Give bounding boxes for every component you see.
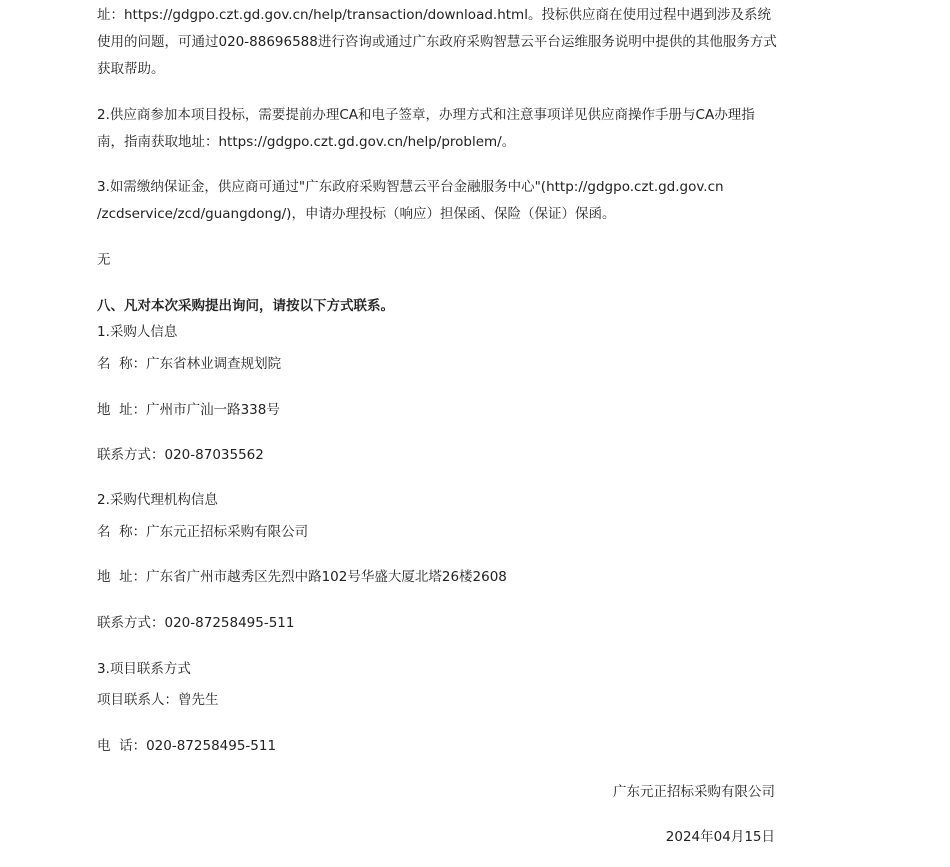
project-contact-title: 3.项目联系方式 (97, 661, 191, 677)
purchaser-address: 地 址：广州市广汕一路338号 (97, 402, 280, 418)
paragraph-1-line-3: 获取帮助。 (97, 61, 165, 77)
paragraph-2-line-1: 2.供应商参加本项目投标，需要提前办理CA和电子签章，办理方式和注意事项详见供应商操作手册与CA办理指 (97, 107, 755, 123)
paragraph-1-line-1: 址：https://gdgpo.czt.gd.gov.cn/help/transaction/download.html。投标供应商在使用过程中遇到涉及系统 (97, 7, 771, 23)
signature-date: 2024年04月15日 (665, 829, 775, 845)
paragraph-3-line-2: /zcdservice/zcd/guangdong/)，申请办理投标（响应）担保函、保险（保证）保函。 (97, 206, 616, 222)
purchaser-name: 名 称：广东省林业调查规划院 (97, 356, 282, 372)
paragraph-3-line-1: 3.如需缴纳保证金，供应商可通过"广东政府采购智慧云平台金融服务中心"(http://gdgpo.czt.gd.gov.cn (97, 179, 724, 195)
agency-address: 地 址：广东省广州市越秀区先烈中路102号华盛大厦北塔26楼2608 (97, 569, 507, 585)
agency-name: 名 称：广东元正招标采购有限公司 (97, 524, 309, 540)
agency-contact: 联系方式：020-87258495-511 (97, 615, 295, 631)
section-8-heading: 八、凡对本次采购提出询问，请按以下方式联系。 (97, 298, 394, 314)
purchaser-info-title: 1.采购人信息 (97, 324, 178, 340)
signature-org: 广东元正招标采购有限公司 (613, 784, 775, 800)
paragraph-1-line-2: 使用的问题，可通过020-88696588进行咨询或通过广东政府采购智慧云平台运维服务说明中提供的其他服务方式 (97, 34, 777, 50)
project-contact-phone: 电 话：020-87258495-511 (97, 738, 277, 754)
paragraph-2-line-2: 南，指南获取地址：https://gdgpo.czt.gd.gov.cn/help/problem/。 (97, 134, 516, 150)
agency-info-title: 2.采购代理机构信息 (97, 492, 218, 508)
purchaser-contact: 联系方式：020-87035562 (97, 447, 264, 463)
project-contact-person: 项目联系人：曾先生 (97, 692, 219, 708)
none-text: 无 (97, 252, 111, 268)
